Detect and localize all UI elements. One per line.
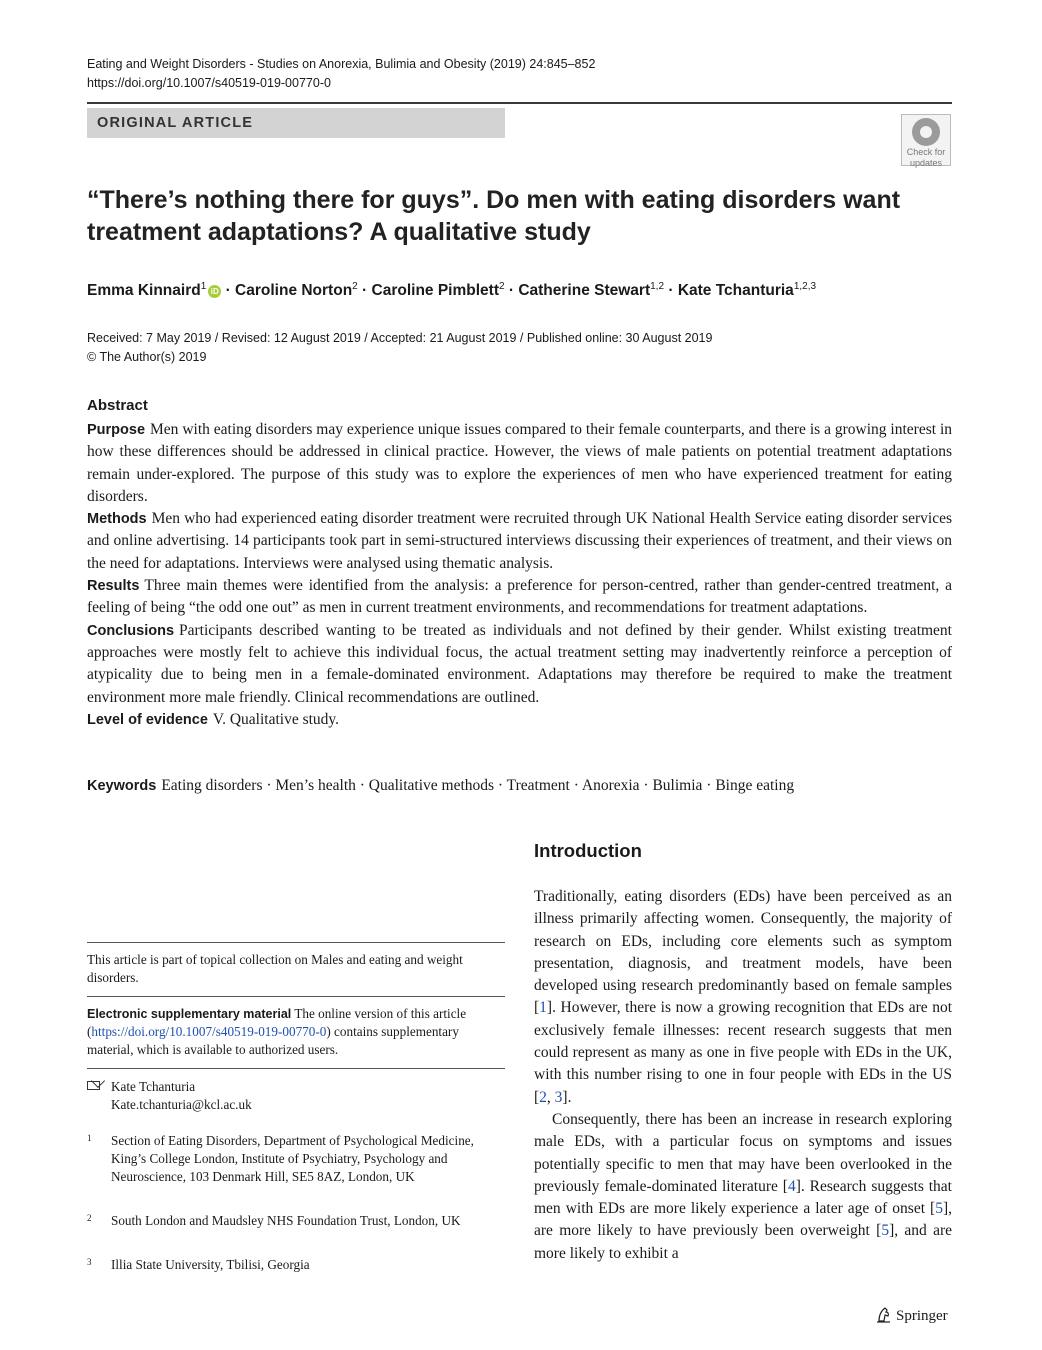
author-name[interactable]: Catherine Stewart — [518, 282, 651, 300]
publisher-name: Springer — [896, 1308, 948, 1324]
results-label: Results — [87, 578, 140, 595]
intro-text: , — [546, 1088, 555, 1106]
check-updates-icon — [912, 118, 940, 146]
dates-line: Received: 7 May 2019 / Revised: 12 August 2019 / Accepted: 21 August 2019 / Published online: 30 August 2019 — [87, 331, 713, 345]
contact-email[interactable]: Kate.tchanturia@kcl.ac.uk — [111, 1097, 252, 1112]
author-separator: · — [504, 282, 519, 300]
intro-text: ], are more likely to have previously been overweight [ — [534, 1200, 952, 1240]
intro-paragraph — [534, 886, 952, 1109]
author-name[interactable]: Emma Kinnaird — [87, 282, 201, 300]
intro-text: ], and are more likely to exhibit a — [534, 1222, 953, 1262]
publisher-logo — [876, 1305, 948, 1327]
doi-link[interactable]: https://doi.org/10.1007/s40519-019-00770-0 — [87, 76, 331, 90]
footnote-rule — [87, 996, 505, 997]
check-updates-line2: updates — [909, 158, 943, 168]
author-name[interactable]: Kate Tchanturia — [677, 282, 794, 300]
abstract-methods — [87, 508, 952, 575]
author-list — [87, 276, 816, 302]
keywords-text: Eating disorders · Men’s health · Qualitative methods · Treatment · Anorexia · Bulimia · Binge eating — [161, 777, 795, 794]
esm-text: ) contains supplementary material, which is available to authorized users. — [87, 1024, 459, 1057]
methods-label: Methods — [87, 511, 147, 528]
purpose-text: Men with eating disorders may experience unique issues compared to their female counterparts, and there is a growing interest in how these differences should be addressed in clinical practice. However, the views of male patients on potential treatment adaptations remain under-explored. The purpose of this study was to explore the experiences of men who have experienced treatment for eating disorders. — [87, 421, 952, 505]
author-affiliation: 1,2 — [650, 281, 665, 292]
author-separator: · — [357, 282, 372, 300]
keywords — [87, 775, 952, 797]
citation-link[interactable]: 2 — [539, 1088, 547, 1106]
check-for-updates-badge[interactable] — [901, 114, 951, 166]
introduction-heading: Introduction — [534, 840, 642, 861]
article-type-banner: ORIGINAL ARTICLE — [87, 108, 505, 138]
intro-text: Traditionally, eating disorders (EDs) have been perceived as an illness primarily affecting women. Consequently, the majority of research on EDs, including core elements such as symptom presentation, diagnosis, and treatment models, have been developed using research predominantly based on female samples [ — [534, 888, 952, 1017]
affiliation — [87, 1212, 505, 1230]
collection-note: This article is part of topical collection on Males and eating and weight disorders. — [87, 952, 463, 985]
citation-link[interactable]: 3 — [554, 1088, 563, 1106]
check-updates-line1: Check for — [906, 147, 946, 157]
results-text: Three main themes were identified from the analysis: a preference for person-centred, rather than gender-centred treatment, a feeling of being “the odd one out” as men in current treatment environments, and recommendations for treatment adaptations. — [87, 577, 952, 617]
affiliation — [87, 1256, 505, 1274]
level-text: V. Qualitative study. — [212, 710, 340, 728]
introduction-body — [534, 886, 952, 1265]
esm-link[interactable]: https://doi.org/10.1007/s40519-019-00770-0 — [91, 1024, 327, 1039]
abstract-results — [87, 575, 952, 620]
purpose-label: Purpose — [87, 422, 146, 438]
abstract-purpose — [87, 419, 952, 508]
intro-text: ]. Research suggests that men with EDs are more likely experience a later age of onset [ — [534, 1177, 952, 1218]
publication-dates — [87, 329, 712, 367]
esm-text: The online version of this article ( — [87, 1006, 467, 1039]
footnote-rule — [87, 1068, 505, 1069]
level-label: Level of evidence — [87, 711, 208, 728]
journal-citation: Eating and Weight Disorders - Studies on Anorexia, Bulimia and Obesity (2019) 24:845–852 — [87, 57, 596, 71]
footnote-rule — [87, 942, 505, 943]
author-affiliation: 2 — [498, 281, 505, 292]
affiliation-number: 2 — [87, 1213, 92, 1223]
esm-label: Electronic supplementary material — [87, 1007, 292, 1021]
author-name[interactable]: Caroline Pimblett — [371, 282, 499, 300]
abstract-conclusions — [87, 620, 952, 709]
intro-paragraph — [534, 1109, 952, 1265]
affiliation-text: South London and Maudsley NHS Foundation Trust, London, UK — [111, 1213, 461, 1228]
author-affiliation: 2 — [352, 281, 358, 292]
author-separator: · — [664, 282, 678, 300]
header-rule — [87, 102, 952, 104]
citation-link[interactable]: 5 — [935, 1200, 943, 1218]
author-name[interactable]: Caroline Norton — [235, 282, 353, 300]
keywords-label: Keywords — [87, 778, 157, 794]
affiliation-text: Illia State University, Tbilisi, Georgia — [111, 1257, 310, 1272]
article-title: “There’s nothing there for guys”. Do men with eating disorders want treatment adaptations? A qualitative study — [87, 186, 901, 246]
abstract-level — [87, 709, 952, 731]
orcid-icon[interactable]: iD — [208, 285, 221, 298]
citation-link[interactable]: 4 — [787, 1177, 796, 1195]
citation-link[interactable]: 1 — [539, 999, 547, 1017]
affiliation-text: Section of Eating Disorders, Department of Psychological Medicine, King’s College London, Institute of Psychiatry, Psychology and Neuroscience, 103 Denmark Hill, SE5 8AZ, London, UK — [111, 1133, 474, 1184]
copyright-line: © The Author(s) 2019 — [87, 350, 207, 364]
abstract-heading: Abstract — [87, 397, 148, 414]
affiliation — [87, 1132, 505, 1186]
author-separator: · — [221, 282, 236, 300]
methods-text: Men who had experienced eating disorder treatment were recruited through UK National Health Service eating disorder services and online advertising. 14 participants took part in semi-structured interviews discussing their experiences of treatment, and their views on the need for adaptations. Interviews were analysed using thematic analysis. — [87, 510, 952, 572]
conclusions-text: Participants described wanting to be treated as individuals and not defined by their gender. Whilst existing treatment approaches were mostly felt to achieve this individual focus, the actual treatment setting may inadvertently reinforce a perception of atypicality due to being men in a female-dominated environment. Adaptations may therefore be required to make the treatment environment more male friendly. Clinical recommendations are outlined. — [87, 621, 952, 706]
intro-text: ]. However, there is now a growing recognition that EDs are not exclusively female illnesses: recent research suggests that men could represent as many as one in five people with EDs in the UK, with this number rising to one in four people with EDs in the US [ — [534, 999, 952, 1106]
contact-name: Kate Tchanturia — [111, 1079, 196, 1094]
affiliation-number: 3 — [87, 1257, 92, 1267]
corresponding-author — [87, 1078, 505, 1114]
abstract-body — [87, 419, 952, 731]
citation-link[interactable]: 5 — [881, 1222, 890, 1240]
intro-text: Consequently, there has been an increase in research exploring male EDs, with a particular focus on symptoms and issues potentially specific to men that may have been overlooked in the previously female-dominated literature [ — [534, 1110, 952, 1195]
springer-horse-icon — [876, 1306, 892, 1323]
author-affiliation: 1 — [200, 281, 207, 292]
affiliation-number: 1 — [87, 1133, 92, 1143]
envelope-icon — [87, 1081, 100, 1090]
supplementary-note — [87, 1005, 505, 1059]
author-affiliation: 1,2,3 — [793, 281, 817, 292]
intro-text: ]. — [562, 1088, 572, 1106]
conclusions-label: Conclusions — [87, 622, 175, 639]
